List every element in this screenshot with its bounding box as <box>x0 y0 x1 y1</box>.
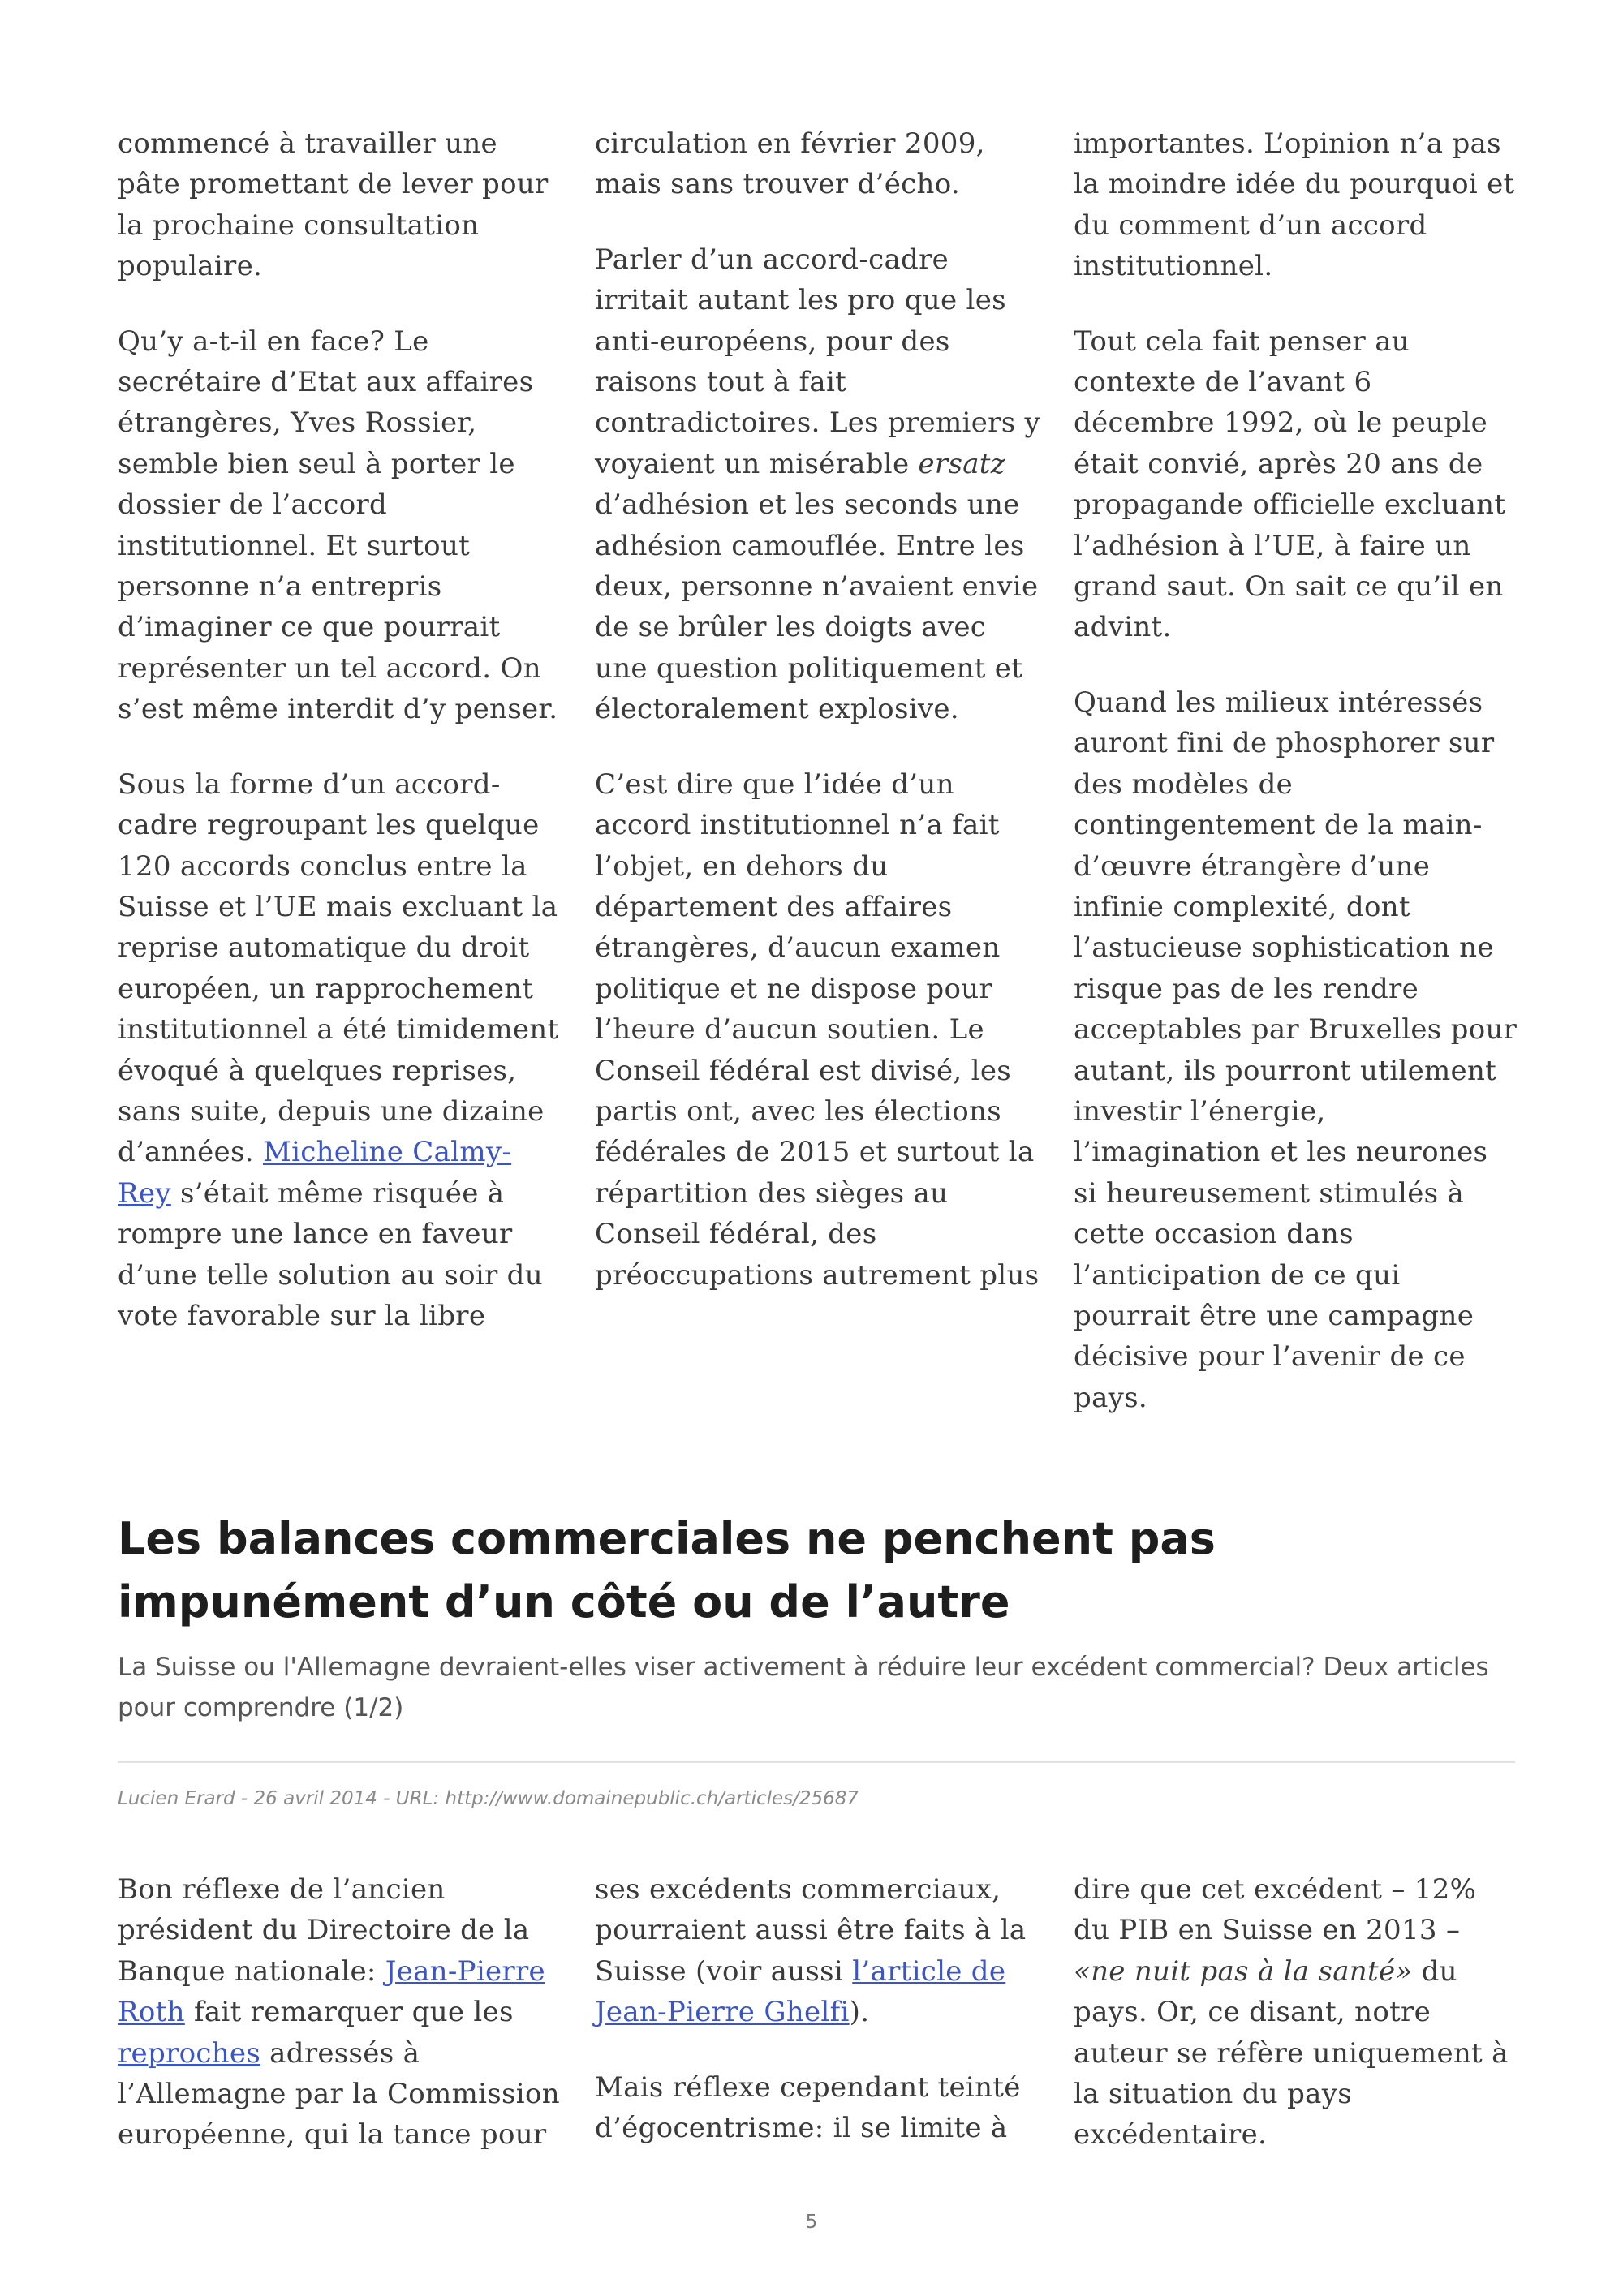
article2-column-3 <box>1074 1869 1520 2156</box>
article2-column-1 <box>118 1869 564 2156</box>
article1-column-1 <box>118 123 564 1336</box>
article1-column-2 <box>595 123 1041 1296</box>
paragraph: dire que cet excédent – 12% du PIB en Suisse en 2013 – «ne nuit pas à la santé» du pays. Or, ce disant, notre auteur se réfère uniquement à la situation du pays excédentaire. <box>1074 1873 1509 2152</box>
paragraph: Sous la forme d’un accord-cadre regroupant les quelque 120 accords conclus entre la Suisse et l’UE mais excluant la reprise automatique du droit européen, un rapprochement institutionnel a été timidement évoqué à quelques reprises, sans suite, depuis une dizaine d’années. Micheline Calmy-Rey s’était même risquée à rompre une lance en faveur d’une telle solution au soir du vote favorable sur la libre <box>118 767 559 1332</box>
paragraph: Qu’y a-t-il en face? Le secrétaire d’Etat aux affaires étrangères, Yves Rossier, semble bien seul à porter le dossier de l’accord institutionnel. Et surtout personne n’a entrepris d’imaginer ce que pourrait représenter un tel accord. On s’est même interdit d’y penser. <box>118 325 558 726</box>
paragraph: C’est dire que l’idée d’un accord institutionnel n’a fait l’objet, en dehors du département des affaires étrangères, d’aucun examen politique et ne dispose pour l’heure d’aucun soutien. Le Conseil fédéral est divisé, les partis ont, avec les élections fédérales de 2015 et surtout la répartition des sièges au Conseil fédéral, des préoccupations autrement plus <box>595 767 1040 1292</box>
paragraph: Tout cela fait penser au contexte de l’avant 6 décembre 1992, où le peuple était convié, après 20 ans de propagande officielle excluant l’adhésion à l’UE, à faire un grand saut. On sait ce qu’il en advint. <box>1074 325 1506 644</box>
paragraph: Quand les milieux intéressés auront fini de phosphorer sur des modèles de contingentement de la main-d’œuvre étrangère d’une infinie complexité, dont l’astucieuse sophistication ne risque pas de les rendre acceptables par Bruxelles pour autant, ils pourront utilement investir l’énergie, l’imagination et les neurones si heureusement stimulés à cette occasion dans l’anticipation de ce qui pourrait être une campagne décisive pour l’avenir de ce pays. <box>1074 686 1518 1414</box>
link-jean-pierre-roth[interactable]: Jean-Pierre Roth <box>118 1954 545 2029</box>
link-article-ghelfi[interactable]: l’article de Jean-Pierre Ghelfi <box>595 1954 1006 2029</box>
article2-column-2 <box>595 1869 1041 2148</box>
paragraph: Mais réflexe cependant teinté d’égocentrisme: il se limite à <box>595 2070 1021 2145</box>
link-reproches[interactable]: reproches <box>118 2036 261 2070</box>
emphasis-ersatz: ersatz <box>918 447 1005 480</box>
paragraph: importantes. L’opinion n’a pas la moindre idée du pourquoi et du comment d’un accord institutionnel. <box>1074 127 1515 283</box>
link-micheline-calmy-rey[interactable]: Micheline Calmy-Rey <box>118 1136 512 1210</box>
article-subtitle: La Suisse ou l'Allemagne devraient-elles viser activement à réduire leur excédent commercial? Deux articles pour comprendre (1/2) <box>118 1653 1489 1722</box>
page-number: 5 <box>805 2212 818 2233</box>
article-title: Les balances commerciales ne penchent pas impunément d’un côté ou de l’autre <box>118 1513 1216 1627</box>
paragraph: commencé à travailler une pâte promettant de lever pour la prochaine consultation populaire. <box>118 127 549 283</box>
paragraph: Parler d’un accord-cadre irritait autant les pro que les anti-européens, pour des raisons tout à fait contradictoires. Les premiers y voyaient un misérable ersatz d’adhésion et les seconds une adhésion camouflée. Entre les deux, personne n’avaient envie de se brûler les doigts avec une question politiquement et électoralement explosive. <box>595 243 1041 726</box>
article-byline: Lucien Erard - 26 avril 2014 - URL: http://www.domainepublic.ch/articles/25687 <box>118 1788 859 1809</box>
emphasis-quote: «ne nuit pas à la santé» <box>1074 1954 1413 1988</box>
paragraph: circulation en février 2009, mais sans trouver d’écho. <box>595 127 985 201</box>
divider <box>118 1761 1515 1763</box>
paragraph: Bon réflexe de l’ancien président du Directoire de la Banque nationale: Jean-Pierre Roth fait remarquer que les reproches adressés à l’Allemagne par la Commission européenne, qui la tance pour <box>118 1873 560 2152</box>
article1-column-3 <box>1074 123 1520 1418</box>
paragraph: ses excédents commerciaux, pourraient aussi être faits à la Suisse (voir aussi l’article de Jean-Pierre Ghelfi). <box>595 1873 1027 2029</box>
